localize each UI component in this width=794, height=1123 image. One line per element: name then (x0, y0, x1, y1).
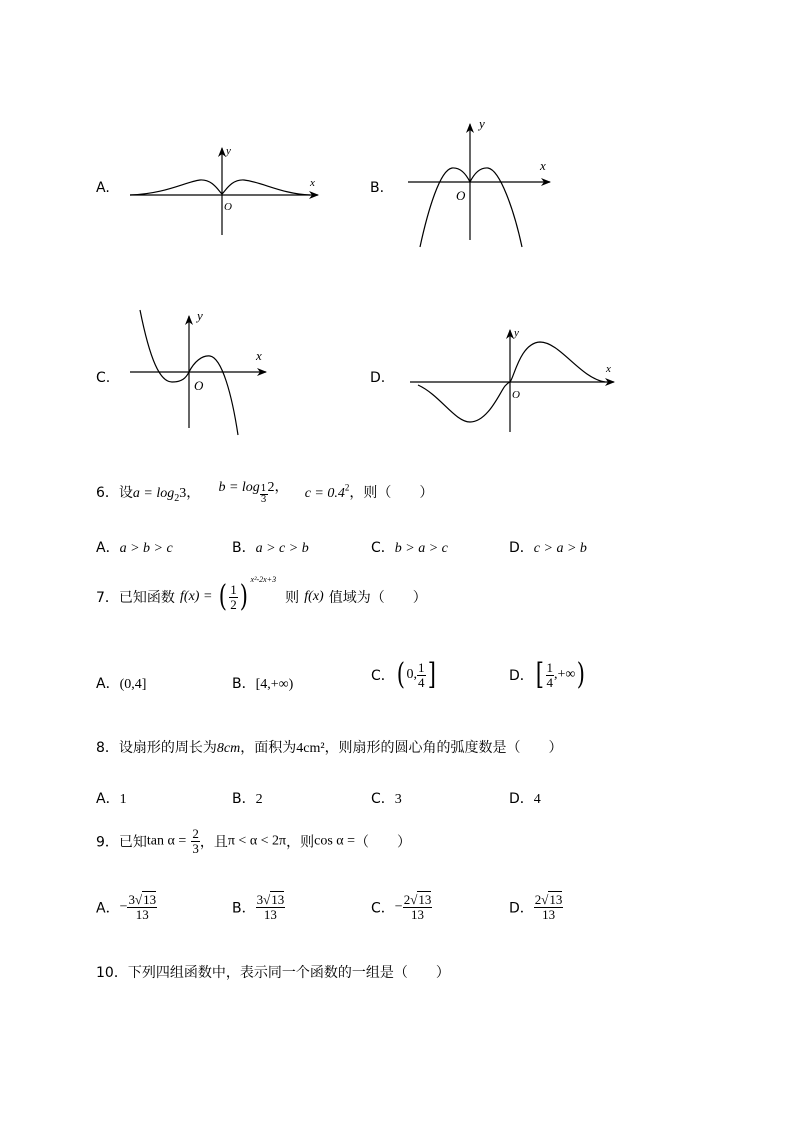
q9-tan-fraction: $\frac{2}{3}$ (192, 826, 199, 856)
q7-stem-prefix: 7．已知函数 (96, 590, 175, 606)
graph-d-y-label: y (514, 327, 519, 339)
q8-stem-prefix: 8．设扇形的周长为 (96, 740, 217, 756)
graph-c-x-label: x (256, 348, 262, 363)
q7-stem: 7．已知函数 f(x) = ( $\frac{1}{2}$ ) $^{x^2-2x+3}$ 则 f(x) 值域为（ ） (96, 574, 427, 614)
graph-d-x-label: x (606, 363, 611, 375)
q6-stem-prefix: 6．设 (96, 485, 133, 501)
graph-c-origin: O (194, 378, 204, 393)
graph-c (130, 310, 266, 435)
q6-a-base: 2 (174, 493, 180, 505)
q7-option-d: D．[ $\frac{1}{4}$ ,+∞) (509, 657, 586, 692)
q7-exponent: x²-2x+3 (250, 574, 277, 584)
q9-option-a: A．− $\frac{3√13}{13}$ (96, 892, 157, 922)
q9-option-d: D． $\frac{2√13}{13}$ (509, 892, 563, 922)
q9-option-b: B． $\frac{3√13}{13}$ (232, 892, 285, 922)
q8-perimeter: 8cm (216, 741, 241, 756)
q9-mid2: ，则 (286, 834, 315, 851)
graph-a-origin: O (224, 201, 232, 213)
q5-option-a-label: A. (96, 180, 110, 196)
graph-a-x-label: x (310, 177, 315, 189)
graph-b-origin: O (456, 188, 466, 203)
q7-func: f(x) = (180, 589, 213, 604)
q7-option-a: A．(0,4] (96, 676, 147, 692)
q8-stem-suffix: ，则扇形的圆心角的弧度数是（ ） (324, 740, 563, 756)
q9-range: π < α < 2π (227, 833, 287, 849)
graph-b-x-label: x (540, 158, 546, 173)
graph-a (130, 148, 318, 235)
q6-a-expr: a = log (132, 486, 175, 501)
q8-option-c: C．3 (371, 791, 402, 807)
q6-option-b: B．a > c > b (232, 540, 309, 556)
q5-option-c-label: C. (96, 370, 111, 386)
q8-option-d: D．4 (509, 791, 541, 807)
q6-b-arg: 2， (267, 480, 289, 495)
q5-option-b-label: B. (370, 180, 385, 196)
graph-b-y-label: y (479, 116, 485, 131)
q10-stem: 10．下列四组函数中，表示同一个函数的一组是（ ） (96, 965, 450, 981)
q6-stem (96, 482, 433, 512)
q9-stem (96, 827, 411, 856)
q7-option-c: C．( 0, $\frac{1}{4}$ ] (371, 657, 436, 692)
q8-mid: ，面积为 (240, 740, 297, 756)
q8-stem (96, 737, 563, 757)
q9-mid: ，且 (199, 834, 228, 851)
q9-option-c: C．− $\frac{2√13}{13}$ (371, 892, 432, 922)
q6-c-exp: 2 (344, 482, 350, 493)
q7-stem-suffix: 值域为（ ） (328, 590, 427, 606)
q6-b-expr: b = log (218, 480, 260, 495)
q6-b-base: $\frac{1}{3}$ (260, 484, 267, 505)
q7-base-fraction: $\frac{1}{2}$ (230, 581, 237, 612)
q8-option-a: A．1 (96, 791, 127, 807)
q6-stem-suffix: ，则（ ） (349, 485, 434, 501)
graph-a-y-label: y (226, 145, 231, 157)
graph-b (408, 124, 550, 247)
graph-b-curve (420, 168, 522, 247)
q6-option-d: D．c > a > b (509, 540, 587, 556)
q7-mid: 则 (285, 590, 300, 606)
graph-c-y-label: y (197, 308, 203, 323)
q5-option-d-label: D. (370, 370, 386, 386)
graph-d (410, 330, 614, 432)
q5-graphs-svg (0, 0, 794, 450)
q9-stem-prefix: 9．已知 (96, 834, 147, 851)
q6-a-arg: 3， (179, 486, 201, 501)
q9-stem-suffix: （ ） (355, 834, 412, 851)
q6-c-expr: c = 0.4 (304, 486, 345, 501)
graph-a-curve (130, 180, 310, 195)
q6-option-a: A．a > b > c (96, 540, 173, 556)
q7-func2: f(x) (304, 589, 324, 604)
q7-option-b: B．[4,+∞) (232, 676, 294, 692)
q8-area: 4cm² (296, 741, 325, 756)
q9-cos: cos α = (314, 833, 356, 849)
q9-tan: tan α = (146, 833, 187, 849)
q8-option-b: B．2 (232, 791, 263, 807)
graph-d-origin: O (512, 389, 520, 401)
q6-option-c: C．b > a > c (371, 540, 448, 556)
